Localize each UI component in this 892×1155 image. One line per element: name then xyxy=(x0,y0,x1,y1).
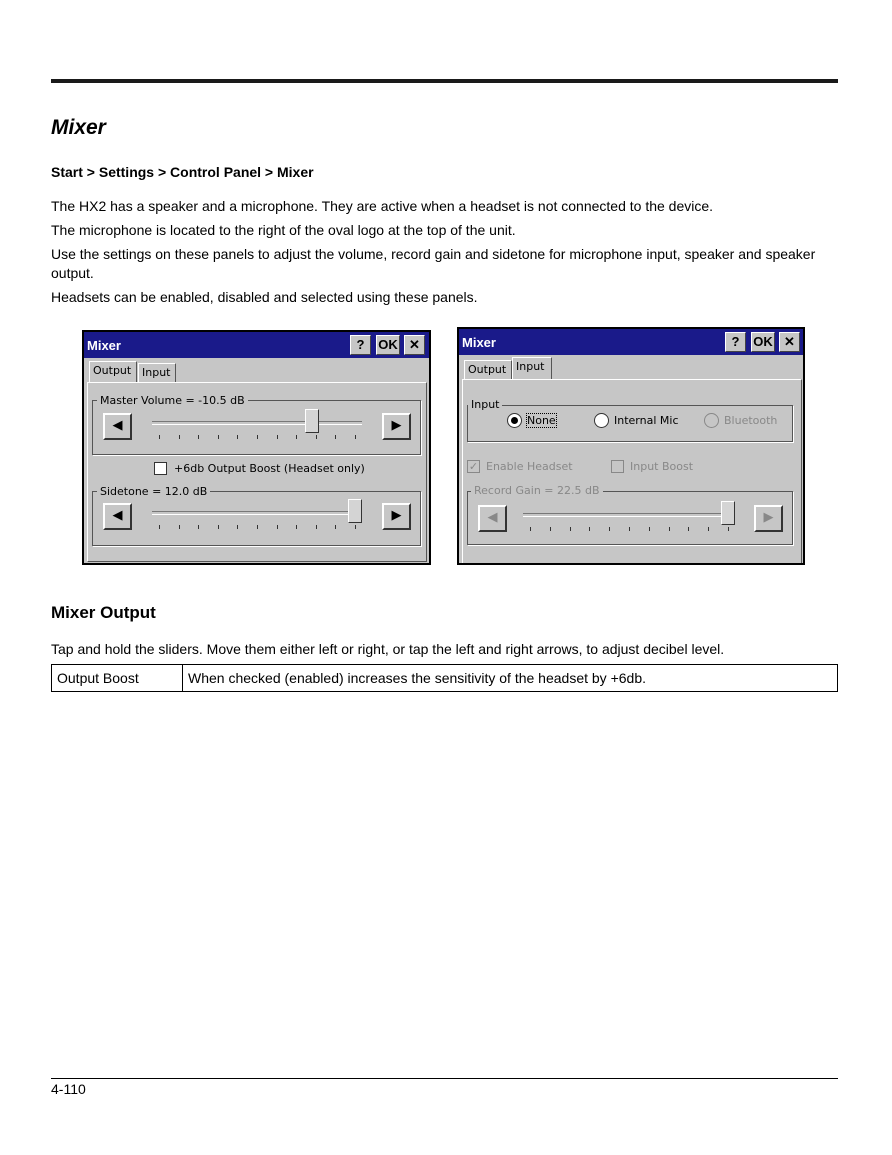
tab-output[interactable]: Output xyxy=(89,361,137,383)
section-title: Mixer Output xyxy=(51,603,156,622)
paragraph: Headsets can be enabled, disabled and selected using these panels. xyxy=(51,289,478,305)
slider-tick xyxy=(355,435,356,439)
slider-tick xyxy=(335,435,336,439)
input-boost-label: Input Boost xyxy=(630,460,694,473)
paragraph: The microphone is located to the right of the oval logo at the top of the unit. xyxy=(51,222,516,238)
enable-headset-label: Enable Headset xyxy=(486,460,573,473)
gain-right-arrow[interactable]: ▶ xyxy=(754,505,783,532)
volume-slider-thumb[interactable] xyxy=(305,409,319,433)
slider-tick xyxy=(609,527,610,531)
description-cell: When checked (enabled) increases the sensitivity of the headset by +6db. xyxy=(183,665,838,692)
slider-tick xyxy=(179,525,180,529)
slider-tick xyxy=(277,435,278,439)
dialog-title: Mixer xyxy=(87,338,121,353)
slider-tick xyxy=(589,527,590,531)
slider-tick xyxy=(159,525,160,529)
sidetone-left-arrow[interactable]: ◀ xyxy=(103,503,132,530)
slider-tick xyxy=(316,435,317,439)
paragraph: The HX2 has a speaker and a microphone. They are active when a headset is not connected to the device. xyxy=(51,198,714,214)
input-boost-checkbox[interactable] xyxy=(611,460,624,473)
breadcrumb: Start > Settings > Control Panel > Mixer xyxy=(51,164,314,180)
tab-output[interactable]: Output xyxy=(464,360,512,379)
title-bar xyxy=(459,329,803,355)
definitions-table xyxy=(51,664,838,692)
tab-input[interactable]: Input xyxy=(138,363,176,382)
slider-tick xyxy=(708,527,709,531)
tab-input[interactable]: Input xyxy=(512,357,552,380)
record-gain-label: Record Gain = 22.5 dB xyxy=(471,484,603,497)
slider-tick xyxy=(198,525,199,529)
output-boost-label: +6db Output Boost (Headset only) xyxy=(174,462,365,475)
slider-tick xyxy=(550,527,551,531)
sidetone-slider-track[interactable] xyxy=(152,511,362,515)
section-text: Tap and hold the sliders. Move them either left or right, or tap the left and right arrows, to adjust decibel level. xyxy=(51,641,725,657)
close-button[interactable]: ✕ xyxy=(404,335,425,355)
slider-tick xyxy=(728,527,729,531)
slider-tick xyxy=(530,527,531,531)
help-button[interactable]: ? xyxy=(350,335,371,355)
top-rule xyxy=(51,79,838,83)
sidetone-group xyxy=(92,491,421,546)
ok-button[interactable]: OK xyxy=(751,332,775,352)
slider-tick xyxy=(669,527,670,531)
slider-tick xyxy=(218,525,219,529)
slider-tick xyxy=(316,525,317,529)
slider-tick xyxy=(355,525,356,529)
radio-none-label: None xyxy=(527,414,556,427)
slider-tick xyxy=(218,435,219,439)
gain-slider-track[interactable] xyxy=(523,513,735,517)
help-button[interactable]: ? xyxy=(725,332,746,352)
title-bar xyxy=(84,332,429,358)
page-number: 4-110 xyxy=(51,1081,86,1097)
sidetone-slider-thumb[interactable] xyxy=(348,499,362,523)
volume-left-arrow[interactable]: ◀ xyxy=(103,413,132,440)
volume-right-arrow[interactable]: ▶ xyxy=(382,413,411,440)
slider-tick xyxy=(257,435,258,439)
mixer-output-dialog xyxy=(82,330,431,565)
radio-bluetooth-label: Bluetooth xyxy=(724,414,778,427)
gain-left-arrow[interactable]: ◀ xyxy=(478,505,507,532)
mixer-input-dialog xyxy=(457,327,805,565)
radio-bluetooth[interactable] xyxy=(704,413,719,428)
slider-tick xyxy=(296,435,297,439)
close-button[interactable]: ✕ xyxy=(779,332,800,352)
radio-internal-mic-label: Internal Mic xyxy=(614,414,679,427)
enable-headset-checkbox[interactable]: ✓ xyxy=(468,460,479,473)
slider-tick xyxy=(237,525,238,529)
slider-tick xyxy=(296,525,297,529)
table-row xyxy=(52,665,838,692)
slider-tick xyxy=(688,527,689,531)
slider-tick xyxy=(649,527,650,531)
radio-internal-mic[interactable] xyxy=(594,413,609,428)
slider-tick xyxy=(629,527,630,531)
master-volume-label: Master Volume = -10.5 dB xyxy=(97,394,248,407)
page-title: Mixer xyxy=(51,116,106,139)
ok-button[interactable]: OK xyxy=(376,335,400,355)
radio-none[interactable] xyxy=(507,413,522,428)
gain-slider-thumb[interactable] xyxy=(721,501,735,525)
paragraph: Use the settings on these panels to adjust the volume, record gain and sidetone for microphone input, speaker and speaker output. xyxy=(51,246,816,281)
slider-tick xyxy=(570,527,571,531)
slider-tick xyxy=(159,435,160,439)
term-cell: Output Boost xyxy=(52,665,183,692)
slider-tick xyxy=(237,435,238,439)
volume-slider-track[interactable] xyxy=(152,421,362,425)
slider-tick xyxy=(277,525,278,529)
dialog-title: Mixer xyxy=(462,335,496,350)
input-group-label: Input xyxy=(468,398,502,411)
record-gain-group xyxy=(467,491,793,545)
sidetone-right-arrow[interactable]: ▶ xyxy=(382,503,411,530)
master-volume-group xyxy=(92,400,421,455)
sidetone-label: Sidetone = 12.0 dB xyxy=(97,485,210,498)
output-boost-checkbox[interactable] xyxy=(154,462,167,475)
radio-selected-dot xyxy=(511,417,518,424)
slider-tick xyxy=(198,435,199,439)
slider-tick xyxy=(257,525,258,529)
slider-tick xyxy=(179,435,180,439)
bottom-rule xyxy=(51,1078,838,1079)
slider-tick xyxy=(335,525,336,529)
